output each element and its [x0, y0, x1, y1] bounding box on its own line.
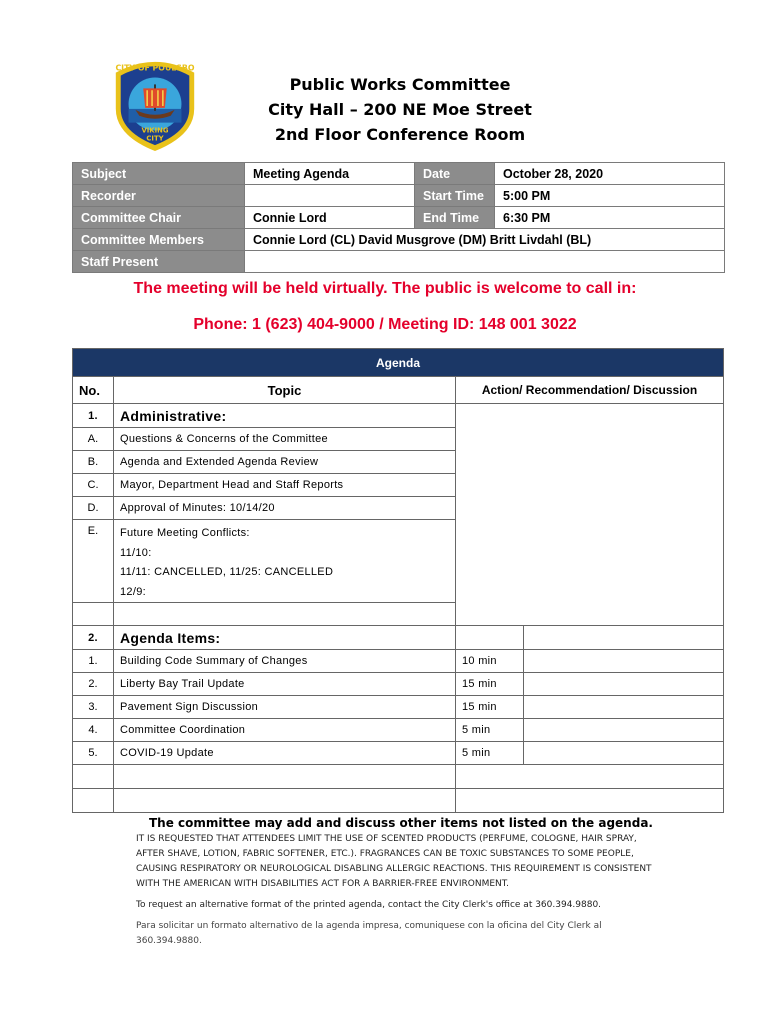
logo-ring-text: CITY OF POULSBO [115, 63, 195, 73]
item-time: 5 min [456, 719, 524, 742]
item-notes [524, 673, 724, 696]
agenda-banner: Agenda [73, 349, 724, 377]
item-number: 1. [73, 650, 114, 673]
item-number: 5. [73, 742, 114, 765]
empty-cell [524, 626, 724, 650]
section-title: Administrative: [114, 404, 456, 428]
item-number: A. [73, 428, 114, 451]
table-row-empty [73, 765, 724, 789]
subject-value: Meeting Agenda [245, 163, 415, 185]
future-conflict-date: 11/10: [120, 546, 152, 559]
future-conflicts-heading: Future Meeting Conflicts: [120, 527, 250, 539]
committee-chair-label: Committee Chair [73, 207, 245, 229]
table-row [73, 696, 724, 719]
table-row-empty [73, 789, 724, 813]
empty-cell [456, 765, 724, 789]
end-time-label: End Time [415, 207, 495, 229]
item-notes [524, 696, 724, 719]
item-number: C. [73, 474, 114, 497]
col-no-header: No. [73, 377, 114, 404]
section-number: 2. [73, 626, 114, 650]
footer-heading: The committee may add and discuss other items not listed on the agenda. [149, 816, 653, 830]
item-number: E. [73, 520, 114, 603]
table-row [73, 742, 724, 765]
committee-members-label: Committee Members [73, 229, 245, 251]
item-notes [524, 742, 724, 765]
table-row [73, 719, 724, 742]
empty-cell [73, 765, 114, 789]
logo-bottom-text-1: VIKING [141, 126, 169, 135]
item-topic: Approval of Minutes: 10/14/20 [114, 497, 456, 520]
item-topic: Pavement Sign Discussion [114, 696, 456, 719]
date-value: October 28, 2020 [495, 163, 725, 185]
item-number: D. [73, 497, 114, 520]
item-time: 5 min [456, 742, 524, 765]
info-row-staff [73, 251, 725, 273]
alt-format-spanish: Para solicitar un formato alternativo de la agenda impresa, comuniquese con la oficina del City Clerk al 360.394.9880. [136, 921, 602, 946]
title-line-2: City Hall – 200 NE Moe Street [268, 100, 532, 119]
fragrance-notice: IT IS REQUESTED THAT ATTENDEES LIMIT THE USE OF SCENTED PRODUCTS (PERFUME, COLOGNE, HAIR SPRAY, AFTER SHAVE, LOTION, FABRIC SOFTENER, ETC.). FRAGRANCES CAN BE TOXIC SUBSTANCES TO SOME PEOPLE, CAUSING RESPIRATORY OR NEUROLOGICAL DISABLING ALLERGIC REACTIONS. THIS REQUIREMENT IS CONSISTENT WITH THE AMERICAN WITH DISABILITIES ACT FOR A BARRIER-FREE ENVIRONMENT. [136, 834, 652, 889]
staff-present-value [245, 251, 725, 273]
subject-label: Subject [73, 163, 245, 185]
recorder-value [245, 185, 415, 207]
section-row-administrative [73, 404, 724, 428]
section-number: 1. [73, 404, 114, 428]
future-conflict-date: 12/9: [120, 585, 146, 598]
item-number: 2. [73, 673, 114, 696]
col-topic-header: Topic [114, 377, 456, 404]
committee-chair-value: Connie Lord [245, 207, 415, 229]
title-line-3: 2nd Floor Conference Room [274, 125, 526, 144]
virtual-meeting-notice: The meeting will be held virtually. The public is welcome to call in: [133, 280, 637, 297]
logo-bottom-text-2: CITY [146, 134, 164, 143]
item-time: 10 min [456, 650, 524, 673]
section-row-agenda-items [73, 626, 724, 650]
document-title [250, 72, 550, 147]
agenda-table [72, 348, 724, 813]
item-topic: Liberty Bay Trail Update [114, 673, 456, 696]
info-row-recorder [73, 185, 725, 207]
empty-cell [456, 626, 524, 650]
end-time-value: 6:30 PM [495, 207, 725, 229]
item-topic: Agenda and Extended Agenda Review [114, 451, 456, 474]
agenda-banner-row [73, 349, 724, 377]
agenda-header-row [73, 377, 724, 404]
info-row-members [73, 229, 725, 251]
section-title: Agenda Items: [114, 626, 456, 650]
recorder-label: Recorder [73, 185, 245, 207]
item-notes [524, 719, 724, 742]
item-time: 15 min [456, 673, 524, 696]
item-number: B. [73, 451, 114, 474]
item-topic: Mayor, Department Head and Staff Reports [114, 474, 456, 497]
item-number: 4. [73, 719, 114, 742]
empty-cell [456, 789, 724, 813]
city-of-poulsbo-logo [106, 55, 204, 153]
table-row [73, 650, 724, 673]
table-row [73, 673, 724, 696]
footer-notes [136, 816, 666, 955]
item-time: 15 min [456, 696, 524, 719]
empty-cell [114, 765, 456, 789]
empty-cell [73, 603, 114, 626]
col-action-header: Action/ Recommendation/ Discussion [456, 377, 724, 404]
empty-cell [73, 789, 114, 813]
phone-meeting-id: Phone: 1 (623) 404-9000 / Meeting ID: 148 001 3022 [193, 316, 577, 333]
title-line-1: Public Works Committee [289, 75, 511, 94]
alt-format-english: To request an alternative format of the printed agenda, contact the City Clerk's office at 360.394.9880. [136, 900, 602, 910]
item-topic: Building Code Summary of Changes [114, 650, 456, 673]
start-time-value: 5:00 PM [495, 185, 725, 207]
future-conflict-date: 11/11: CANCELLED, 11/25: CANCELLED [120, 566, 334, 578]
committee-members-value: Connie Lord (CL) David Musgrove (DM) Britt Livdahl (BL) [245, 229, 725, 251]
info-row-subject [73, 163, 725, 185]
item-topic: COVID-19 Update [114, 742, 456, 765]
empty-cell [114, 603, 456, 626]
empty-cell [114, 789, 456, 813]
start-time-label: Start Time [415, 185, 495, 207]
staff-present-label: Staff Present [73, 251, 245, 273]
meeting-info-table [72, 162, 725, 273]
date-label: Date [415, 163, 495, 185]
item-topic: Committee Coordination [114, 719, 456, 742]
item-topic-multiline [114, 520, 456, 603]
item-topic: Questions & Concerns of the Committee [114, 428, 456, 451]
item-number: 3. [73, 696, 114, 719]
info-row-chair [73, 207, 725, 229]
item-notes [524, 650, 724, 673]
admin-action-cell [456, 404, 724, 626]
